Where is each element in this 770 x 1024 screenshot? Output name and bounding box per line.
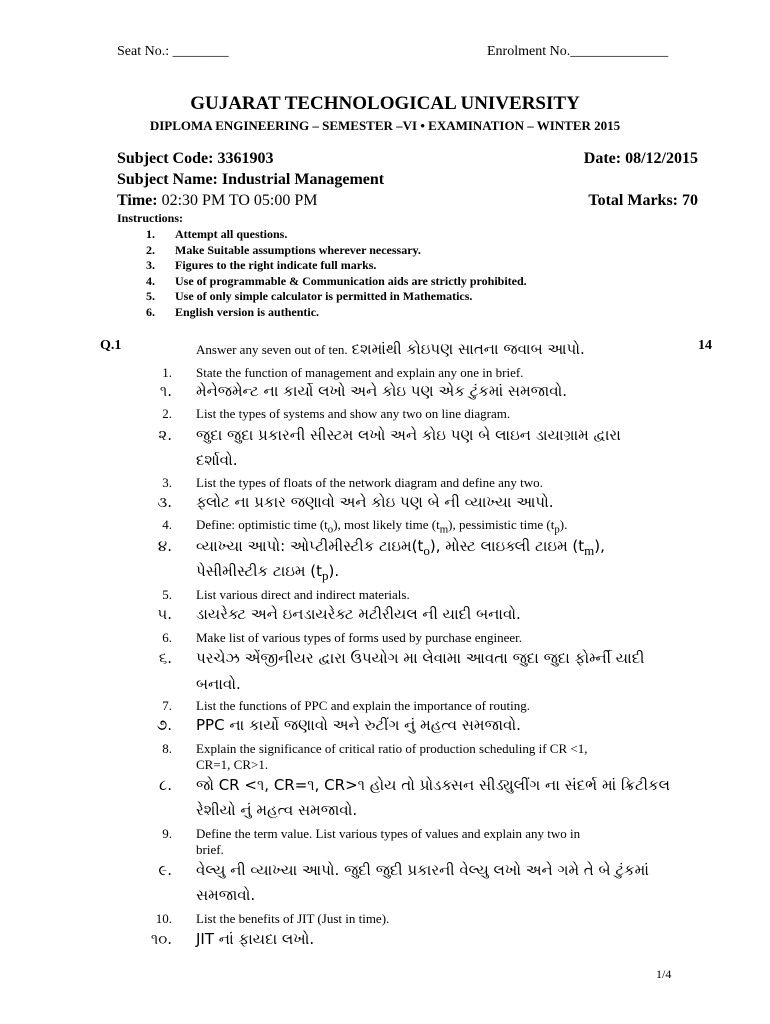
question-text-gu: પરચેઝ એંજીનીયર દ્વારા ઉપયોગ મા લેવામા આવતા જુદા જુદા ફોર્મ્ની યાદી (196, 649, 645, 667)
question-text-en: Define: optimistic time $(t_o)$, most likely time $(t_m)$, pessimistic time $(t_p)$. (196, 517, 568, 536)
question-text-en: Explain the significance of critical ratio of production scheduling if CR <1, (196, 741, 588, 756)
enrolment-number: Enrolment No.______________ (487, 44, 669, 59)
question-text-gu: ડાયરેક્ટ અને ઇનડાયરેક્ટ મટીરીયલ ની યાદી બનાવો. (196, 605, 521, 623)
question-text-en: List the functions of PPC and explain the importance of routing. (196, 698, 530, 713)
page-number: 1/4 (656, 967, 672, 981)
question-text-gu: વેલ્યુ ની વ્યાખ્યા આપો. જુદી જુદી પ્રકારની વેલ્યુ લખો અને ગમે તે બે ટુંકમાં (196, 861, 649, 879)
time-value: 02:30 PM TO 05:00 PM (161, 192, 318, 209)
university-title: GUJARAT TECHNOLOGICAL UNIVERSITY (190, 93, 580, 114)
question-text-gu: ફ્લોટ ના પ્રકાર જણાવો અને કોઇ પણ બે ની વ્યાખ્યા આપો. (196, 493, 554, 511)
question-text-en: Make list of various types of forms used by purchase engineer. (196, 630, 523, 645)
question-text-en: List the types of systems and show any two on line diagram. (196, 406, 511, 421)
question-text-gu: વ્યાખ્યા આપો: ઓપ્ટીમીસ્ટીક $ટાઇમ(t_o)$, મોસ્ટ લાઇક્લી ટાઇમ $(t_m)$, (196, 537, 605, 559)
time-label: Time: (117, 192, 158, 209)
seat-number: Seat No.: ________ (117, 44, 229, 59)
question-list: 1. State the function of management and explain any one in brief. ૧. મેનેજમેન્ટ ના કાર્યો લખો અને કોઇ પણ એક ટુંકમાં સમજાવો. 2. List the types of systems and show any two on line diagram. ૨. જુદા જુદા પ્રકારની સીસ્ટમ લખો અને કોઇ પણ બે લાઇન ડાયાગ્રામ દ્વારા દર્શાવો. 3. List the types of floats of the network diagram and define any two. ૩. ફ્લોટ ના પ્રકાર જણાવો અને કોઇ પણ બે ની વ્યાખ્યા આપો. 4. Define: optimistic time $(t_o)$, most likely time $(t_m)$, pessimistic time $(t_p)$. ૪. વ્યાખ્યા આપો: ઓપ્ટીમીસ્ટીક $ટાઇમ(t_o)$, મોસ્ટ લાઇક્લી ટાઇમ $(t_m)$, પેસીમીસ્ટીક ટાઇમ $(t_p)$. 5. List various direct and indirect materials. ૫. ડાયરેક્ટ અને ઇનડાયરેક્ટ મટીરીયલ ની યાદી બનાવો. 6. Make list of various types of forms used by purchase engineer. ૬. પરચેઝ એંજીનીયર દ્વારા ઉપયોગ મા લેવામા આવતા જુદા જુદા ફોર્મ્ની યાદી બનાવો. 7. List the functions of PPC and explain the importance of routing. ૭. PPC ના કાર્યો જણાવો અને રુટીંગ નું મહત્વ સમજાવો. 8. Explain the significance of critical ratio of production scheduling if CR <1, CR=1, CR>1. ૮. જો CR <૧, CR=૧, CR>૧ હોય તો પ્રોડક્સન સીડ્યુલીંગ ના સંદર્ભ માં ક્રિટીકલ રેશીયો નું મહત્વ સમજાવો. 9. Define the term value. List various types of values and explain any two in brief. ૯. વેલ્યુ ની વ્યાખ્યા આપો. જુદી જુદી પ્રકારની વેલ્યુ લખો અને ગમે તે બે ટુંકમાં સમજાવો. 10. List the benefits of JIT (Just in time). ૧૦. JIT નાં ફાયદા લખો. (150, 365, 670, 948)
question-text-en: CR=1, CR>1. (196, 757, 269, 772)
question-text-en: List the benefits of JIT (Just in time). (196, 911, 390, 926)
subject-name: Subject Name: Industrial Management (117, 171, 385, 188)
question-text-en: State the function of management and explain any one in brief. (196, 365, 524, 380)
question-text-en: List the types of floats of the network diagram and define any two. (196, 475, 543, 490)
question-text-gu: જો CR <૧, CR=૧, CR>૧ હોય તો પ્રોડક્સન સીડ્યુલીંગ ના સંદર્ભ માં ક્રિટીકલ (196, 776, 670, 794)
question-text-gu: JIT નાં ફાયદા લખો. (196, 930, 315, 948)
question-text-gu: મેનેજમેન્ટ ના કાર્યો લખો અને કોઇ પણ એક ટુંકમાં સમજાવો. (196, 382, 568, 400)
question-text-gu: જુદા જુદા પ્રકારની સીસ્ટમ લખો અને કોઇ પણ બે લાઇન ડાયાગ્રામ દ્વારા (196, 426, 621, 444)
question-text-gu: દર્શાવો. (196, 451, 238, 469)
question-intro: Answer any seven out of ten. દશમાંથી કોઇપણ સાતના જવાબ આપો. (196, 340, 585, 358)
question-text-gu: પેસીમીસ્ટીક ટાઇમ $(t_p)$. (196, 562, 340, 584)
instructions-title: Instructions: (117, 211, 184, 225)
exam-date: Date: 08/12/2015 (583, 150, 698, 167)
exam-line: DIPLOMA ENGINEERING – SEMESTER –VI • EXAMINATION – WINTER 2015 (149, 118, 621, 133)
question-text-en: brief. (196, 842, 224, 857)
subject-code: Subject Code: 3361903 (117, 150, 274, 167)
instructions-list: 1. Attempt all questions. 2. Make Suitable assumptions wherever necessary. 3. Figures to the right indicate full marks. 4. Use of programmable & Communication aids are strictly prohibited. 5. Use of only simple calculator is permitted in Mathematics. 6. English version is authentic. (146, 227, 527, 319)
question-text-gu: બનાવો. (196, 675, 241, 693)
question-text-en: Define the term value. List various types of values and explain any two in (196, 826, 581, 841)
question-text-en: List various direct and indirect materials. (196, 587, 410, 602)
question-text-gu: સમજાવો. (196, 886, 256, 904)
question-label: Q.1 (100, 338, 122, 353)
question-text-gu: રેશીયો નું મહત્વ સમજાવો. (196, 801, 358, 819)
question-text-gu: PPC ના કાર્યો જણાવો અને રુટીંગ નું મહત્વ સમજાવો. (196, 716, 521, 734)
total-marks: Total Marks: 70 (588, 192, 698, 209)
question-marks: 14 (698, 338, 712, 353)
